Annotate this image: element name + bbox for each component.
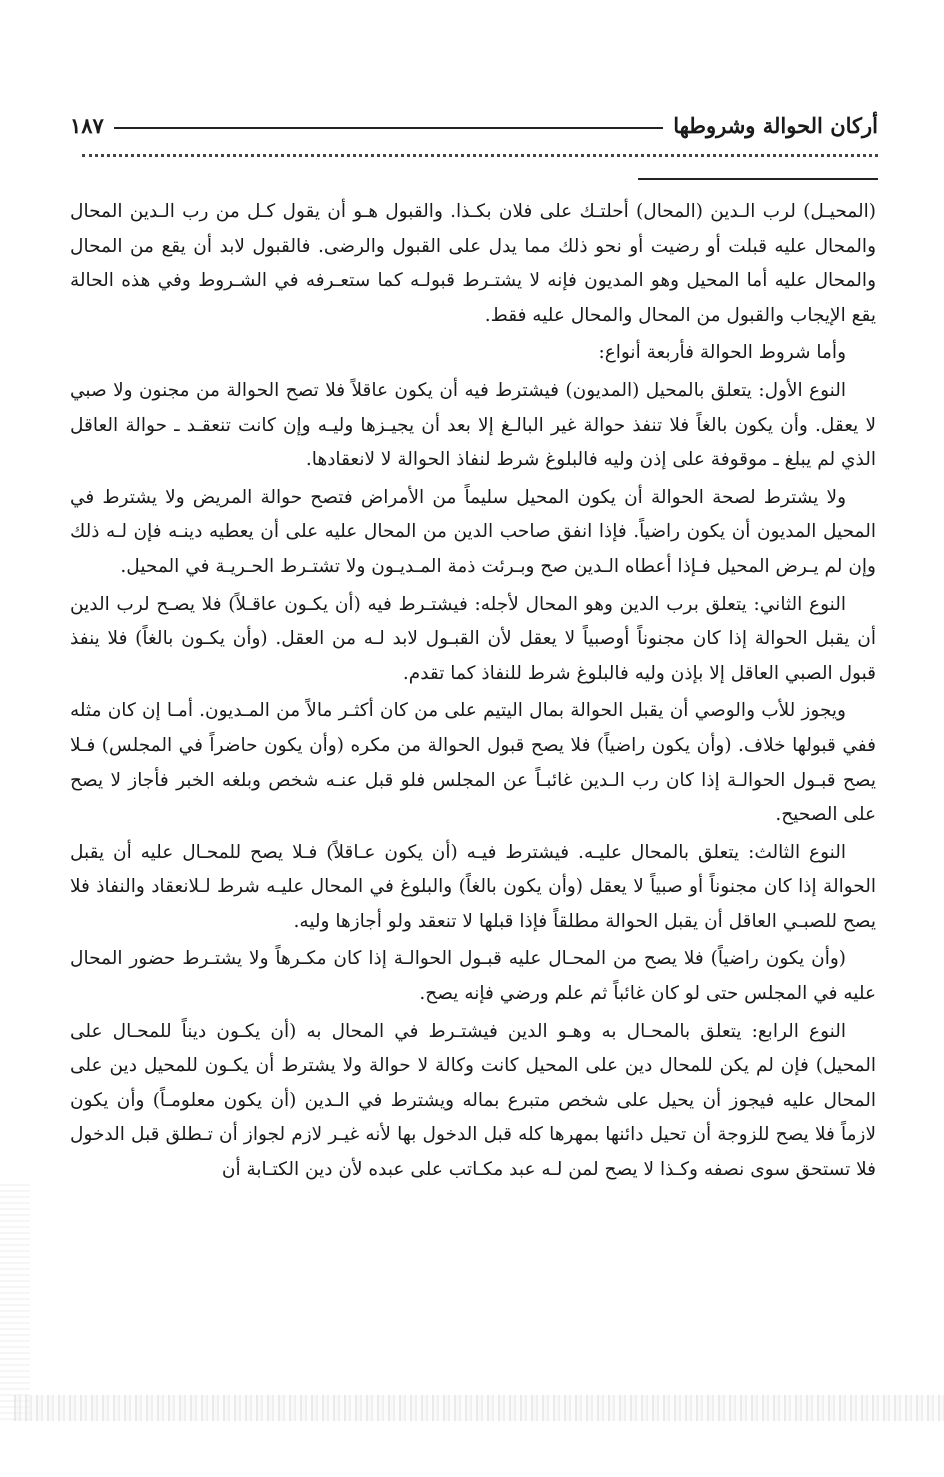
- header-dotted-divider: [82, 146, 878, 157]
- running-header: [70, 108, 878, 142]
- paragraph-consent: (وأن يكون راضياً) فلا يصح من المحـال عليه قبـول الحوالـة إذا كان مكـرهاً ولا يشتـرط حضور المحال عليه في المجلس حتى لو كان غائباً ثم علم ورضي فإنه يصح.: [70, 948, 876, 1005]
- scan-edge-artifact: [0, 1180, 30, 1420]
- paragraph-type-three: النوع الثالث: يتعلق بالمحال عليـه. فيشترط فيـه (أن يكون عـاقلاً) فـلا يصح للمحـال عليه أن يقبل الحوالة إذا كان مجنوناً أو صبياً لا يعقل (وأن يكون بالغاً) والبلوغ في المحال عليـه شرط لـلانعقاد والنفاذ فلا يصح للصبـي العاقل أن يقبل الحوالة مطلقاً فإذا قبلها لا تنعقد ولو أجازها وليه.: [70, 841, 876, 932]
- paragraph-guardian: ويجوز للأب والوصي أن يقبل الحوالة بمال اليتيم على من كان أكثـر مالاً من المـديون. أمـا إن كان مثله ففي قبولها خلاف. (وأن يكون راضياً) فلا يصح قبول الحوالة من مكره (وأن يكون حاضراً في المجلس) فـلا يصح قبـول الحوالـة إذا كان رب الـدين غائبـاً عن المجلس فلو قبل عنـه شخص وبلغه الخبر فأجاز لا يصح على الصحيح.: [70, 700, 876, 826]
- paragraph-type-two: النوع الثاني: يتعلق برب الدين وهو المحال لأجله: فيشتـرط فيه (أن يكـون عاقـلاً) فلا يصـح لرب الدين أن يقبل الحوالة إذا كان مجنوناً أوصبياً لا يعقل لأن القبـول لابد لـه من العقل. (وأن يكـون بالغاً) فلا ينفذ قبول الصبي العاقل إلا بإذن وليه فالبلوغ شرط للنفاذ كما تقدم.: [70, 593, 876, 684]
- page-number: ١٨٧: [70, 112, 104, 138]
- page-body-text: [70, 195, 876, 1191]
- footnote-rule: [638, 178, 878, 180]
- scan-bottom-artifact: [14, 1395, 944, 1421]
- paragraph-conditions-heading: وأما شروط الحوالة فأربعة أنواع:: [598, 342, 846, 364]
- paragraph-type-one: النوع الأول: يتعلق بالمحيل (المديون) فيشترط فيه أن يكون عاقلاً فلا تصح الحوالة من مجنون ولا صبي لا يعقل. وأن يكون بالغاً فلا تنفذ حوالة غير البالـغ إلا بعد أن يجيـزها وليـه وإن كانت تنعقـد ـ حوالة العاقل الذي لم يبلغ ـ موقوفة على إذن وليه فالبلوغ شرط لنفاذ الحوالة لا لانعقادها.: [70, 379, 876, 471]
- paragraph-type-four: النوع الرابع: يتعلق بالمحـال به وهـو الدين فيشتـرط في المحال به (أن يكـون ديناً للمحـال على المحيل) فإن لم يكن للمحال دين على المحيل كانت وكالة لا حوالة ولا يشترط أن يكـون للمحيل دين على المحال عليه فيجوز أن يحيل على شخص متبرع بماله ويشترط في الـدين (أن يكون معلومـاً) وأن يكون لازماً فلا يصح للزوجة أن تحيل دائنها بمهرها كله قبل الدخول بها لأنه غيـر لازم لجواز أن تـطلق قبل الدخول فلا تستحق سوى نصفه وكـذا لا يصح لمن لـه عبد مكـاتب على عبده لأن دين الكتـابة أن: [70, 1020, 876, 1181]
- paragraph-intro: (المحيـل) لرب الـدين (المحال) أحلتـك على فلان بكـذا. والقبول هـو أن يقول كـل من رب الـدين المحال والمحال عليه قبلت أو رضيت أو نحو ذلك مما يدل على القبول والرضى. فالقبول لابد أن يقع من المحال والمحال عليه أما المحيل وهو المديون فإنه لا يشتـرط قبولـه كما ستعـرفه في الشـروط وفي هذه الحالة يقع الإيجاب والقبول من المحال والمحال عليه فقط.: [70, 201, 876, 326]
- header-rule: [114, 127, 663, 129]
- chapter-title: أركان الحوالة وشروطها: [673, 112, 878, 138]
- paragraph-debtor-health: ولا يشترط لصحة الحوالة أن يكون المحيل سليماً من الأمراض فتصح حوالة المريض ولا يشترط في المحيل المديون أن يكون راضياً. فإذا انفق صاحب الدين من المحال عليه على أن يعطيه دينـه فإن لـه ذلك وإن لم يـرض المحيل فـإذا أعطاه الـدين صح وبـرئت ذمة المـديـون ولا تشتـرط الحـريـة في المحيل.: [70, 486, 876, 577]
